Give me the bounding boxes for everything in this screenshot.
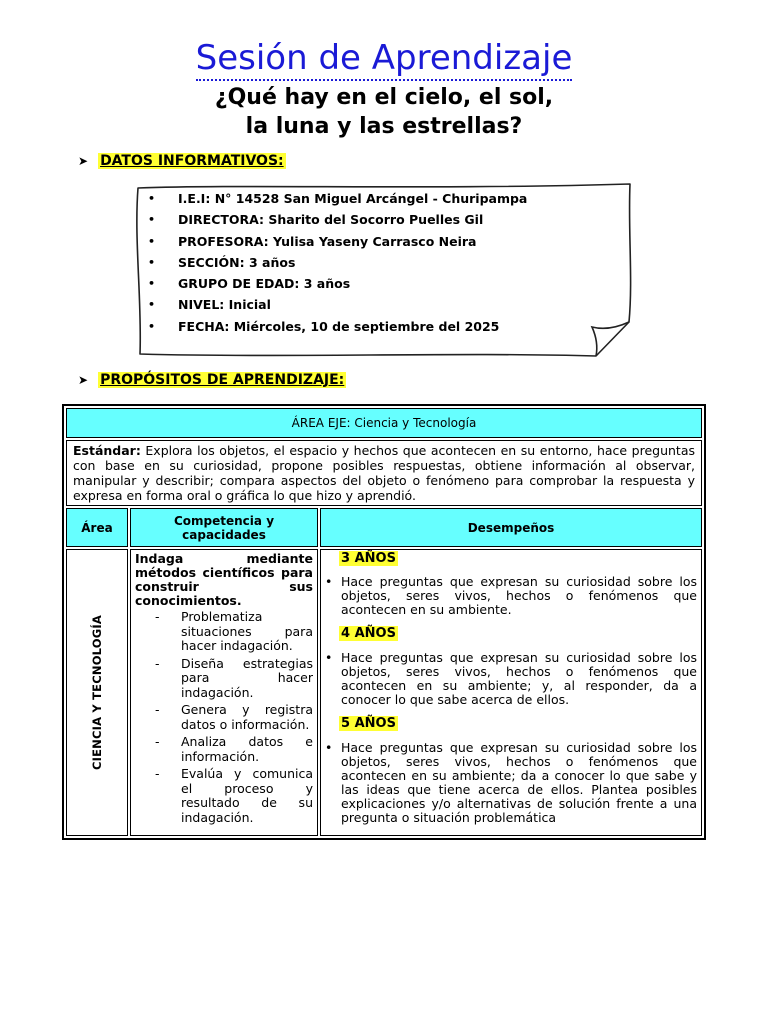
- area-name: CIENCIA Y TECNOLOGÍA: [90, 614, 104, 770]
- datos-item: • DIRECTORA: Sharito del Socorro Puelles Gil: [148, 209, 527, 230]
- datos-item: • FECHA : Miércoles, 10 de septiembre del 2025: [148, 316, 527, 337]
- capacidad-item: - Genera y registra datos o información.: [155, 702, 313, 732]
- arrow-bullet-icon: ➤: [78, 373, 89, 387]
- bullet-icon: •: [148, 277, 156, 291]
- capacidad-item: - Diseña estrategias para hacer indagación.: [155, 655, 313, 700]
- subtitle-line-2: la luna y las estrellas?: [245, 114, 523, 139]
- datos-heading-text: DATOS INFORMATIVOS:: [100, 153, 284, 169]
- capacidad-item: - Problematiza situaciones para hacer indagación.: [155, 609, 313, 653]
- datos-item: • NIVEL: Inicial: [148, 294, 527, 315]
- age-badge-5: 5 AÑOS: [341, 716, 396, 731]
- propositos-heading-text: PROPÓSITOS DE APRENDIZAJE:: [100, 372, 345, 388]
- capacidad-item: - Analiza datos e información.: [155, 734, 313, 764]
- capacidad-item: - Evalúa y comunica el proceso y resultado de su indagación.: [155, 766, 313, 825]
- session-subtitle: [0, 83, 768, 141]
- competencia-title: Indaga mediante métodos científicos para construir sus conocimientos.: [135, 551, 313, 608]
- page-title-text: Sesión de Aprendizaje: [196, 38, 573, 81]
- age-badge-4: 4 AÑOS: [341, 626, 396, 641]
- datos-item: • PROFESORA: Yulisa Yaseny Carrasco Neira: [148, 231, 527, 252]
- bullet-icon: •: [148, 298, 156, 312]
- bullet-icon: •: [148, 234, 156, 248]
- datos-list: [148, 188, 527, 337]
- desempeno-item: • Hace preguntas que expresan su curiosidad sobre los objetos, seres vivos, hechos o fenómenos que acontecen en su ambiente; da a conocer lo que sabe y las ideas que tiene acerca de ellos. Plantea posibles explicaciones y/o alternativas de solución frente a una pregunta o situación problemática: [325, 740, 697, 825]
- datos-heading: [78, 153, 286, 169]
- propositos-table: [62, 404, 706, 840]
- bullet-icon: •: [148, 192, 156, 205]
- datos-item: • SECCIÓN: 3 años: [148, 252, 527, 273]
- age-badge-3: 3 AÑOS: [341, 551, 396, 566]
- desempeno-item: • Hace preguntas que expresan su curiosidad sobre los objetos, seres vivos, hechos o fenómenos que acontecen en su ambiente; y, al responder, da a conocer lo que sabe acerca de ellos.: [325, 650, 697, 707]
- arrow-bullet-icon: ➤: [78, 154, 89, 168]
- bullet-icon: •: [148, 213, 156, 227]
- bullet-icon: •: [148, 319, 156, 333]
- page-title: [0, 38, 768, 78]
- propositos-heading: [78, 372, 346, 388]
- area-name-cell: [66, 549, 128, 836]
- bullet-icon: •: [325, 574, 333, 589]
- competencia-cell: [130, 549, 318, 836]
- estandar-cell: [66, 440, 702, 506]
- desempeno-item: • Hace preguntas que expresan su curiosidad sobre los objetos, seres vivos, hechos o fenómenos que acontecen en su ambiente.: [325, 574, 697, 617]
- capacidades-list: [135, 610, 313, 825]
- bullet-icon: •: [148, 255, 156, 269]
- estandar-label: Estándar:: [73, 443, 141, 458]
- bullet-icon: •: [325, 650, 333, 665]
- datos-item: • I.E.I: N° 14528 San Miguel Arcángel - Churipampa: [148, 188, 527, 209]
- col-competencia-header: Competencia y capacidades: [130, 508, 318, 547]
- desempenos-cell: [320, 549, 702, 836]
- area-eje-cell: ÁREA EJE: Ciencia y Tecnología: [66, 408, 702, 438]
- datos-item: • GRUPO DE EDAD: 3 años: [148, 273, 527, 294]
- subtitle-line-1: ¿Qué hay en el cielo, el sol,: [214, 85, 554, 110]
- estandar-text: Explora los objetos, el espacio y hechos que acontecen en su entorno, hace preguntas con base en su curiosidad, propone posibles respuestas, obtiene información al observar, manipular y describir; compara aspectos del objeto o fenómeno para comprobar la respuesta y expresa en forma oral o gráfica lo que hizo y aprendió.: [73, 443, 695, 503]
- col-area-header: Área: [66, 508, 128, 547]
- col-desempenos-header: Desempeños: [320, 508, 702, 547]
- bullet-icon: •: [325, 740, 333, 755]
